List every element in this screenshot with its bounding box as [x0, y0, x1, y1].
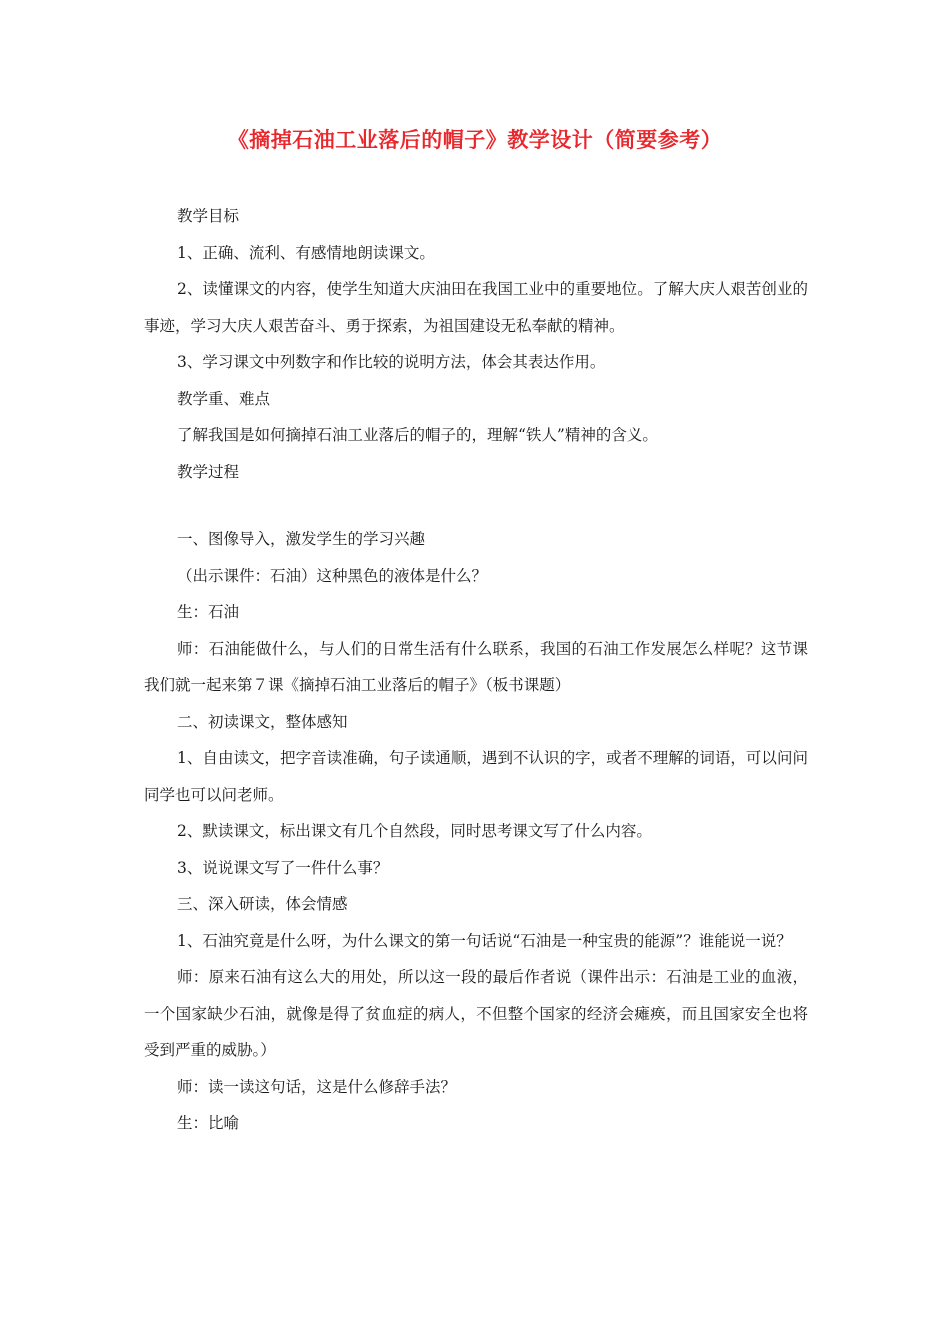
heading-teaching-process: 教学过程: [177, 462, 240, 481]
step-2-item-1: 1、自由读文，把字音读准确，句子读通顺，遇到不认识的字，或者不理解的词语，可以问问同学也可以问老师。: [144, 749, 808, 804]
student-answer: 生：石油: [177, 603, 240, 621]
goal-item-3: 3、学习课文中列数字和作比较的说明方法，体会其表达作用。: [177, 353, 606, 371]
heading-key-points: 教学重、难点: [177, 389, 271, 408]
step-2-item-2: 2、默读课文，标出课文有几个自然段，同时思考课文写了什么内容。: [177, 822, 652, 840]
goal-item-1: 1、正确、流利、有感情地朗读课文。: [177, 243, 435, 262]
teacher-question: 师：读一读这句话，这是什么修辞手法？: [177, 1077, 457, 1096]
paragraph-gap: [144, 490, 808, 521]
document-title: 《摘掉石油工业落后的帽子》教学设计（简要参考）: [227, 127, 723, 152]
step-3-item-1: 1、石油究竟是什么呀，为什么课文的第一句话说“石油是一种宝贵的能源”？谁能说一说？: [177, 931, 792, 950]
step-2-item-3: 3、说说课文写了一件什么事？: [177, 858, 389, 877]
teacher-intro: 师：石油能做什么，与人们的日常生活有什么联系，我国的石油工作发展怎么样呢？这节课我们就一起来第７课《摘掉石油工业落后的帽子》（板书课题）: [144, 639, 808, 694]
document-body: [144, 198, 808, 1142]
step-3-heading: 三、深入研读，体会情感: [177, 895, 348, 913]
heading-teaching-goals: 教学目标: [177, 207, 240, 225]
goal-item-2: 2、读懂课文的内容，使学生知道大庆油田在我国工业中的重要地位。了解大庆人艰苦创业的事迹，学习大庆人艰苦奋斗、勇于探索，为祖国建设无私奉献的精神。: [144, 280, 808, 335]
step-1-heading: 一、图像导入，激发学生的学习兴趣: [177, 530, 426, 548]
teacher-explanation: 师：原来石油有这么大的用处，所以这一段的最后作者说（课件出示：石油是工业的血液，一个国家缺少石油，就像是得了贫血症的病人，不但整个国家的经济会瘫痪，而且国家安全也将受到严重的威胁。）: [144, 968, 808, 1059]
step-1-question: （出示课件：石油）这种黑色的液体是什么？: [177, 566, 488, 585]
key-points-text: 了解我国是如何摘掉石油工业落后的帽子的，理解“铁人”精神的含义。: [177, 426, 658, 444]
step-2-heading: 二、初读课文，整体感知: [177, 712, 348, 731]
student-answer-metaphor: 生：比喻: [177, 1114, 240, 1132]
